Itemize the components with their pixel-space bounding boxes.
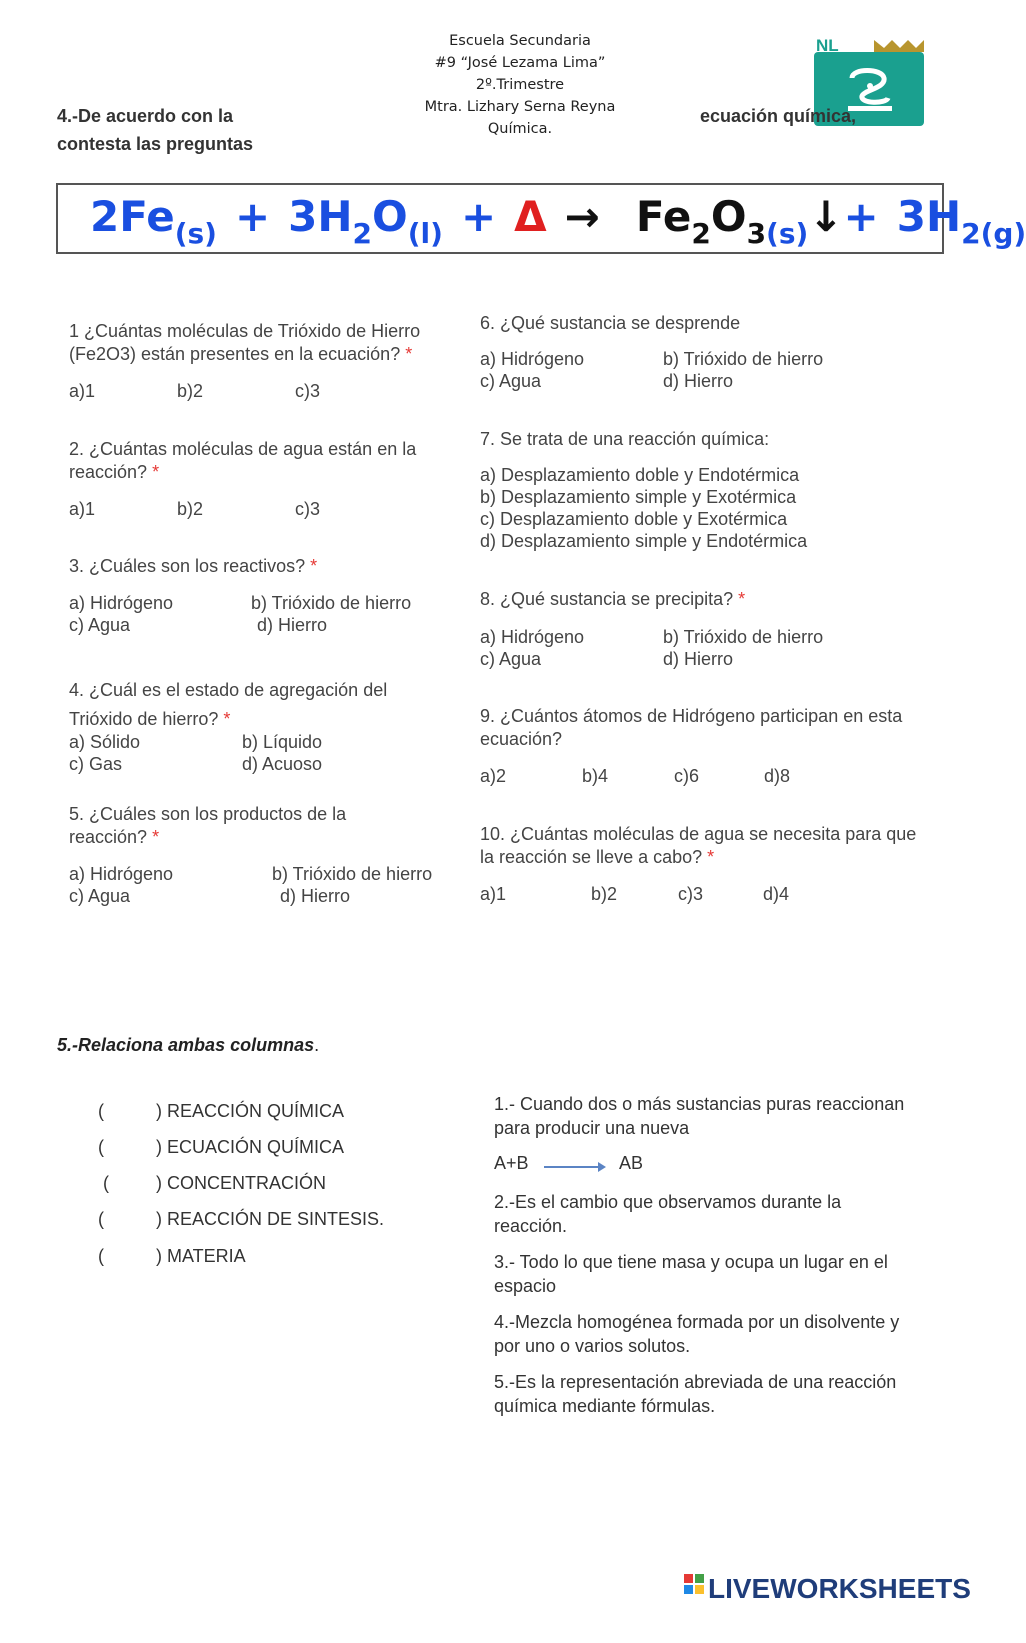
liveworksheets-logo — [684, 1568, 971, 1608]
eq-reaction-arrow: → — [564, 192, 600, 241]
question-3 — [69, 555, 454, 578]
match-label: ) REACCIÓN QUÍMICA — [156, 1101, 345, 1121]
option[interactable]: b) Líquido — [242, 732, 323, 752]
match-label: ) MATERIA — [156, 1246, 246, 1266]
definition-5: 5.-Es la representación abreviada de una reacción química mediante fórmulas. — [494, 1372, 897, 1416]
question-4 — [69, 679, 454, 702]
match-item-5[interactable] — [98, 1245, 246, 1268]
option[interactable]: c) Desplazamiento doble y Exotérmica — [480, 509, 788, 529]
question-text: 3. ¿Cuáles son los reactivos? — [69, 556, 306, 576]
option[interactable]: a) Hidrógeno — [69, 593, 174, 613]
match-blank-open[interactable]: ( — [103, 1173, 109, 1193]
option[interactable]: d)4 — [763, 884, 790, 904]
formula-left: A+B — [494, 1153, 529, 1173]
chemical-equation-box — [56, 183, 1026, 254]
section5-title: 5.-Relaciona ambas columnas — [57, 1035, 315, 1055]
match-blank-open[interactable]: ( — [98, 1101, 104, 1121]
option[interactable]: a)1 — [69, 499, 96, 519]
eq-plus: + — [843, 192, 879, 241]
eq-oxide-sub-o: 3 — [746, 217, 767, 250]
school-line: Química. — [487, 121, 553, 137]
option[interactable]: c) Agua — [69, 615, 131, 635]
option[interactable]: b) Trióxido de hierro — [663, 349, 824, 369]
required-star: * — [738, 589, 746, 609]
option[interactable]: d) Hierro — [663, 649, 734, 669]
eq-hydrogen: 3H — [896, 192, 962, 241]
eq-water-o: O — [372, 192, 408, 241]
eq-oxide-state: (s) — [766, 217, 809, 250]
section5-heading — [57, 1035, 319, 1056]
match-blank-open[interactable]: ( — [98, 1246, 104, 1266]
eq-oxide-sub-fe: 2 — [691, 217, 711, 250]
question-text: 10. ¿Cuántas moléculas de agua se necesita para que la reacción se lleve a cabo? — [480, 824, 917, 867]
option[interactable]: d)8 — [764, 766, 791, 786]
question-text: 2. ¿Cuántas moléculas de agua están en la reacción? — [69, 439, 417, 482]
required-star: * — [405, 344, 413, 364]
eq-water-sub: 2 — [352, 217, 373, 250]
match-blank-open[interactable]: ( — [98, 1137, 104, 1157]
section4-heading-line2: contesta las preguntas — [57, 134, 254, 154]
option[interactable]: b) Trióxido de hierro — [663, 627, 824, 647]
option[interactable]: a)1 — [69, 381, 96, 401]
question-4-cont — [69, 708, 454, 731]
match-label: ) ECUACIÓN QUÍMICA — [156, 1137, 345, 1157]
eq-water-state: (l) — [407, 217, 443, 250]
school-line: Escuela Secundaria — [449, 33, 591, 49]
option[interactable]: d) Hierro — [663, 371, 734, 391]
question-1 — [69, 320, 454, 366]
chemical-equation — [90, 189, 1026, 250]
eq-oxide-fe: Fe — [635, 192, 692, 241]
eq-precipitate-arrow: ↓ — [808, 192, 844, 241]
match-label: ) REACCIÓN DE SINTESIS. — [156, 1209, 385, 1229]
option[interactable]: c)3 — [678, 884, 704, 904]
school-line: Mtra. Lizhary Serna Reyna — [424, 99, 616, 115]
section5-title-dot: . — [314, 1035, 320, 1055]
match-item-2[interactable] — [98, 1136, 344, 1159]
match-item-1[interactable] — [98, 1100, 344, 1123]
option[interactable]: a) Hidrógeno — [480, 349, 585, 369]
option[interactable]: a)2 — [480, 766, 507, 786]
required-star: * — [310, 556, 318, 576]
school-header — [400, 30, 640, 140]
required-star: * — [152, 827, 160, 847]
liveworksheets-icon — [684, 1568, 971, 1608]
question-5 — [69, 803, 404, 849]
question-text: 8. ¿Qué sustancia se precipita? — [480, 589, 734, 609]
definition-3: 3.- Todo lo que tiene masa y ocupa un lugar en el espacio — [494, 1252, 888, 1296]
school-line: #9 “José Lezama Lima” — [434, 55, 606, 71]
question-10 — [480, 823, 920, 869]
option[interactable]: c)6 — [674, 766, 700, 786]
option[interactable]: c) Agua — [69, 886, 131, 906]
option[interactable]: c)3 — [295, 381, 321, 401]
eq-water-h: 3H — [288, 192, 353, 241]
option[interactable]: b)2 — [177, 499, 204, 519]
school-line: 2º.Trimestre — [475, 77, 565, 93]
option[interactable]: d) Hierro — [257, 615, 328, 635]
question-text: 9. ¿Cuántos átomos de Hidrógeno participan en esta ecuación? — [480, 706, 903, 749]
brand-text: LIVEWORKSHEETS — [708, 1573, 971, 1604]
eq-heat-delta: Δ — [514, 192, 547, 241]
option[interactable]: a)1 — [480, 884, 507, 904]
option[interactable]: b)2 — [591, 884, 618, 904]
required-star: * — [152, 462, 160, 482]
eq-plus: + — [460, 192, 497, 241]
option[interactable]: c)3 — [295, 499, 321, 519]
eq-plus: + — [234, 192, 271, 241]
definition-2: 2.-Es el cambio que observamos durante la reacción. — [494, 1192, 842, 1236]
question-9 — [480, 705, 920, 751]
eq-oxide-o: O — [710, 192, 747, 241]
question-text: Trióxido de hierro? — [69, 709, 219, 729]
eq-iron-state: (s) — [174, 217, 217, 250]
question-text: 7. Se trata de una reacción química: — [480, 429, 770, 449]
option[interactable]: d) Desplazamiento simple y Endotérmica — [480, 531, 808, 551]
definition-1: 1.- Cuando dos o más sustancias puras reaccionan para producir una nueva — [494, 1094, 905, 1138]
question-text: 1 ¿Cuántas moléculas de Trióxido de Hierro (Fe2O3) están presentes en la ecuación? — [69, 321, 421, 364]
option[interactable]: b) Desplazamiento simple y Exotérmica — [480, 487, 797, 507]
logo-text: NL — [816, 36, 839, 55]
right-arrow-icon — [544, 1161, 606, 1173]
option[interactable]: a) Desplazamiento doble y Endotérmica — [480, 465, 800, 485]
option[interactable]: c) Agua — [480, 371, 542, 391]
question-text: 6. ¿Qué sustancia se desprende — [480, 313, 741, 333]
question-7 — [480, 428, 920, 451]
option[interactable]: c) Agua — [480, 649, 542, 669]
question-6 — [480, 312, 920, 335]
formula-right: AB — [619, 1153, 644, 1173]
formula-row — [494, 1153, 794, 1179]
option[interactable]: c) Gas — [69, 754, 123, 774]
question-text: 5. ¿Cuáles son los productos de la reacción? — [69, 804, 347, 847]
required-star: * — [223, 709, 231, 729]
option[interactable]: b) Trióxido de hierro — [251, 593, 412, 613]
eq-iron: 2Fe — [90, 192, 175, 241]
option[interactable]: a) Sólido — [69, 732, 141, 752]
question-2 — [69, 438, 454, 484]
question-text: 4. ¿Cuál es el estado de agregación del — [69, 680, 388, 700]
section4-heading-right: ecuación química, — [700, 106, 857, 126]
match-blank-open[interactable]: ( — [98, 1209, 104, 1229]
question-8 — [480, 588, 920, 611]
option[interactable]: b)4 — [582, 766, 609, 786]
eq-hydrogen-state: 2(g) — [961, 217, 1026, 250]
match-item-3[interactable] — [103, 1172, 326, 1195]
definition-4: 4.-Mezcla homogénea formada por un disolvente y por uno o varios solutos. — [494, 1312, 900, 1356]
option[interactable]: b) Trióxido de hierro — [272, 864, 433, 884]
required-star: * — [707, 847, 715, 867]
option[interactable]: d) Acuoso — [242, 754, 323, 774]
option[interactable]: b)2 — [177, 381, 204, 401]
match-item-4[interactable] — [98, 1208, 384, 1231]
option[interactable]: a) Hidrógeno — [69, 864, 174, 884]
match-label: ) CONCENTRACIÓN — [156, 1173, 326, 1193]
option[interactable]: a) Hidrógeno — [480, 627, 585, 647]
section4-heading-line1: 4.-De acuerdo con la — [57, 106, 234, 126]
option[interactable]: d) Hierro — [280, 886, 351, 906]
